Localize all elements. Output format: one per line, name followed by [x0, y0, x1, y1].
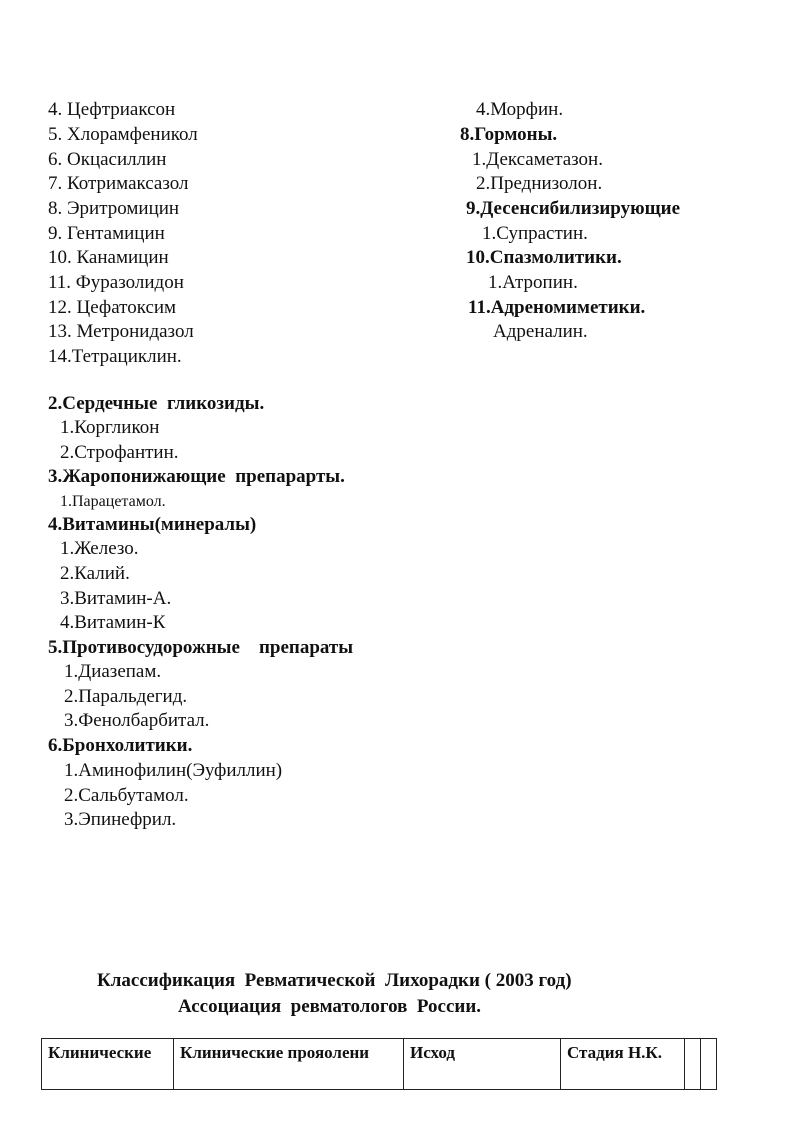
vitamins-item: 2.Калий.: [60, 563, 130, 584]
hormones-heading: 8.Гормоны.: [460, 124, 558, 145]
vitamins-item: 4.Витамин-К: [60, 612, 166, 633]
anticonvulsants-item: 2.Паральдегид.: [64, 686, 188, 707]
morphine-item: 4.Морфин.: [476, 99, 564, 120]
antibiotic-item: 7. Котримаксазол: [48, 173, 189, 194]
table-header-cell: Стадия Н.К.: [561, 1039, 685, 1090]
spasmolytics-item: 1.Атропин.: [488, 272, 578, 293]
antibiotic-item: 5. Хлорамфеникол: [48, 124, 198, 145]
classification-table: [41, 1038, 717, 1090]
bronchodilators-item: 3.Эпинефрил.: [64, 809, 177, 830]
anticonvulsants-heading: 5.Противосудорожные препараты: [48, 637, 354, 658]
anticonvulsants-item: 3.Фенолбарбитал.: [64, 710, 210, 731]
antibiotic-item: 11. Фуразолидон: [48, 272, 184, 293]
hormones-item: 2.Преднизолон.: [476, 173, 603, 194]
vitamins-heading: 4.Витамины(минералы): [48, 514, 257, 535]
desensitizing-heading: 9.Десенсибилизирующие: [466, 198, 681, 219]
vitamins-item: 1.Железо.: [60, 538, 139, 559]
classification-subtitle: Ассоциация ревматологов России.: [178, 996, 482, 1017]
glycosides-heading: 2.Сердечные гликозиды.: [48, 393, 265, 414]
anticonvulsants-item: 1.Диазепам.: [64, 661, 162, 682]
desensitizing-item: 1.Супрастин.: [482, 223, 588, 244]
table-header-cell: Клинические: [42, 1039, 174, 1090]
adrenomimetics-heading: 11.Адреномиметики.: [468, 297, 646, 318]
glycosides-item: 2.Строфантин.: [60, 442, 179, 463]
glycosides-item: 1.Коргликон: [60, 417, 160, 438]
adrenomimetics-item: Адреналин.: [493, 321, 588, 342]
table-header-cell: Клинические прояолени: [174, 1039, 404, 1090]
bronchodilators-item: 2.Сальбутамол.: [64, 785, 189, 806]
antibiotic-item: 8. Эритромицин: [48, 198, 180, 219]
bronchodilators-heading: 6.Бронхолитики.: [48, 735, 193, 756]
classification-title: Классификация Ревматической Лихорадки ( 2003 год): [97, 970, 572, 991]
antibiotic-item: 9. Гентамицин: [48, 223, 165, 244]
vitamins-item: 3.Витамин-А.: [60, 588, 172, 609]
table-header-cell: [701, 1039, 717, 1090]
spasmolytics-heading: 10.Спазмолитики.: [466, 247, 622, 268]
antipyretics-item: 1.Парацетамол.: [60, 493, 166, 510]
bronchodilators-item: 1.Аминофилин(Эуфиллин): [64, 760, 283, 781]
antibiotic-item: 4. Цефтриаксон: [48, 99, 176, 120]
table-header-row: [42, 1039, 717, 1090]
antibiotic-item: 12. Цефатоксим: [48, 297, 177, 318]
table-header-cell: Исход: [404, 1039, 561, 1090]
hormones-item: 1.Дексаметазон.: [472, 149, 603, 170]
antibiotic-item: 14.Тетрациклин.: [48, 346, 182, 367]
antipyretics-heading: 3.Жаропонижающие препарарты.: [48, 466, 345, 487]
antibiotic-item: 13. Метронидазол: [48, 321, 194, 342]
antibiotic-item: 10. Канамицин: [48, 247, 169, 268]
antibiotic-item: 6. Окцасиллин: [48, 149, 167, 170]
table-header-cell: [685, 1039, 701, 1090]
